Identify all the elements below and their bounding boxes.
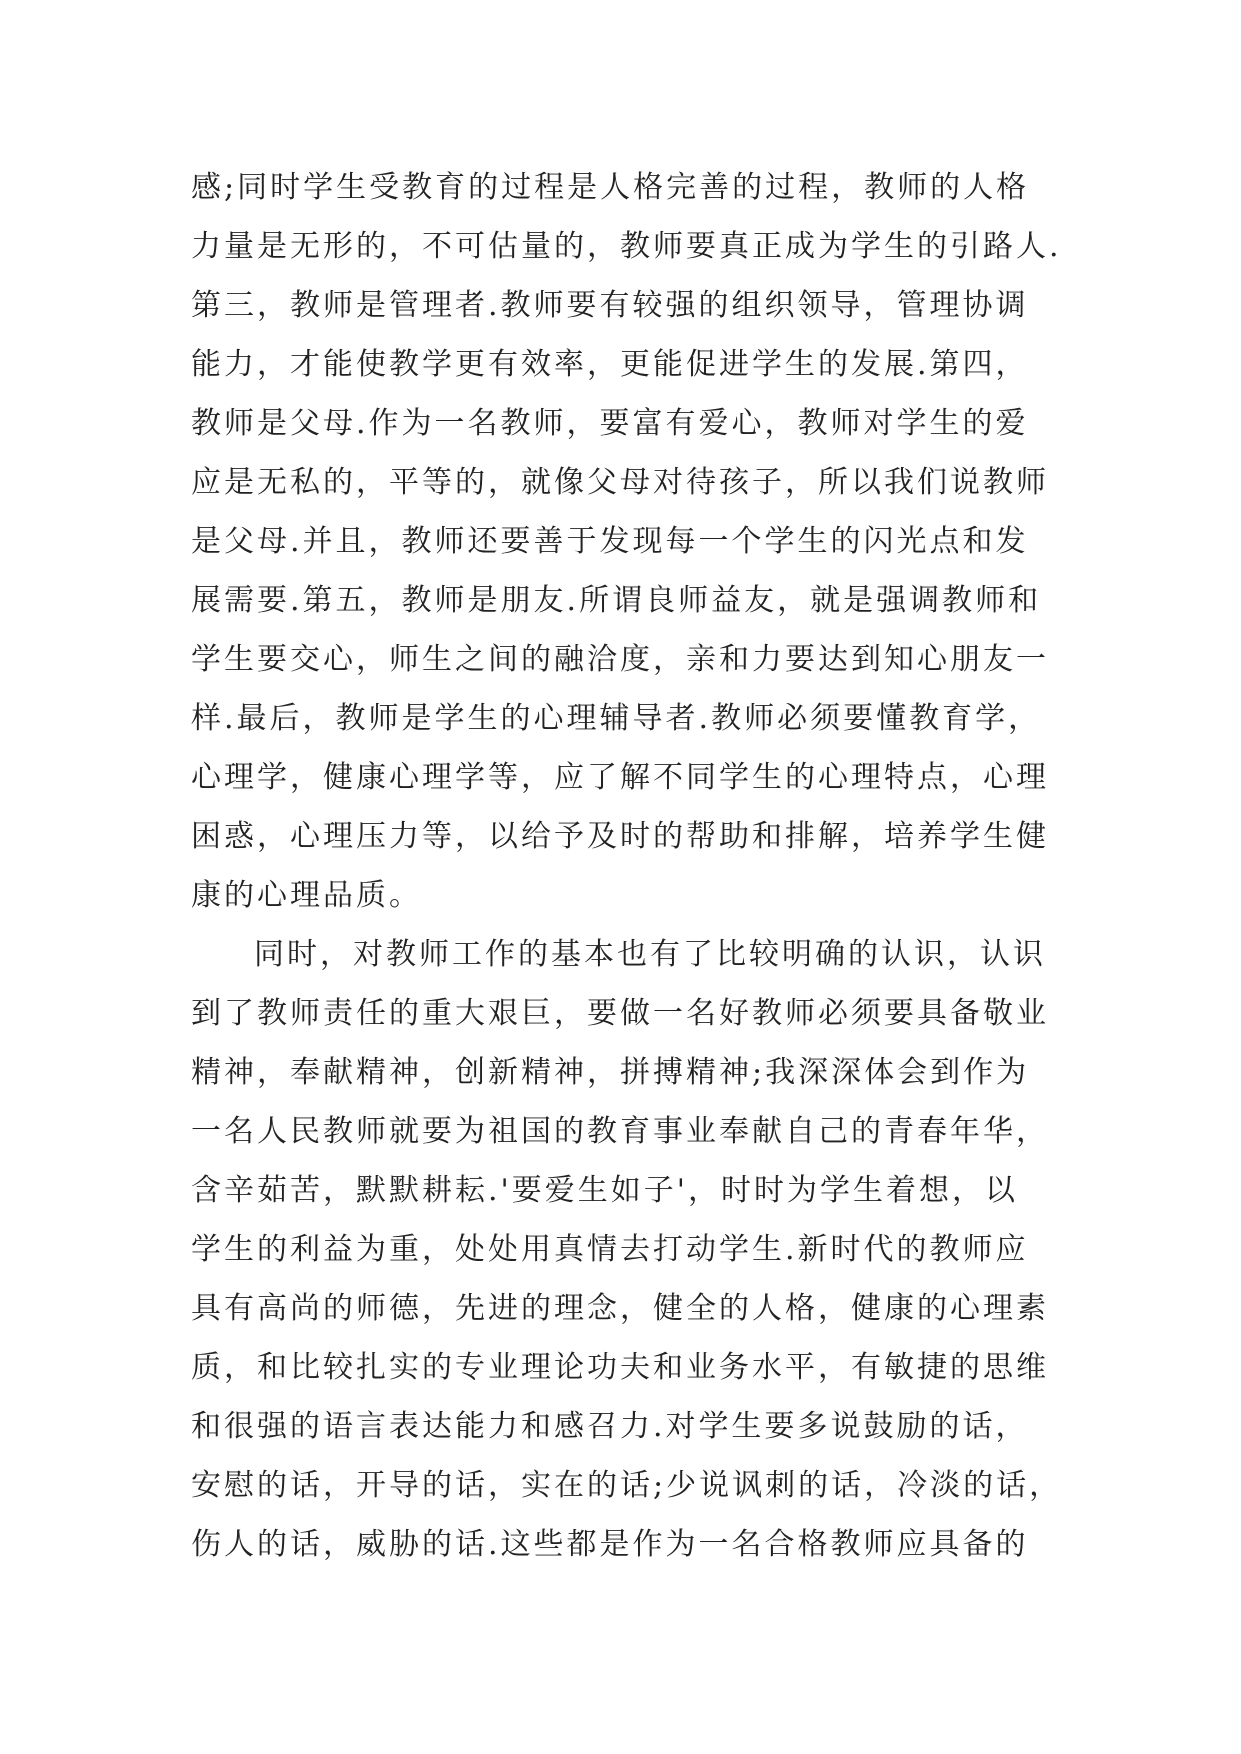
text-line: 能力，才能使教学更有效率，更能促进学生的发展.第四， bbox=[191, 347, 1029, 382]
paragraph-1 bbox=[191, 158, 1062, 925]
document-body bbox=[191, 158, 1063, 1574]
text-line: 困惑，心理压力等，以给予及时的帮助和排解，培养学生健 bbox=[191, 819, 1049, 854]
paragraph-2 bbox=[191, 925, 1063, 1574]
text-line: 具有高尚的师德，先进的理念，健全的人格，健康的心理素 bbox=[191, 1291, 1049, 1326]
text-line: 展需要.第五，教师是朋友.所谓良师益友，就是强调教师和 bbox=[191, 583, 1042, 618]
text-line: 到了教师责任的重大艰巨，要做一名好教师必须要具备敬业 bbox=[191, 996, 1049, 1031]
text-line: 力量是无形的，不可估量的，教师要真正成为学生的引路人. bbox=[191, 229, 1062, 264]
text-line: 康的心理品质。 bbox=[191, 878, 422, 913]
text-line: 同时，对教师工作的基本也有了比较明确的认识，认识 bbox=[254, 937, 1046, 972]
text-line: 是父母.并且，教师还要善于发现每一个学生的闪光点和发 bbox=[191, 524, 1029, 559]
text-line: 安慰的话，开导的话，实在的话;少说讽刺的话，冷淡的话， bbox=[191, 1468, 1063, 1503]
text-line: 精神，奉献精神，创新精神，拼搏精神;我深深体会到作为 bbox=[191, 1055, 1030, 1090]
text-line: 和很强的语言表达能力和感召力.对学生要多说鼓励的话， bbox=[191, 1409, 1029, 1444]
text-line: 一名人民教师就要为祖国的教育事业奉献自己的青春年华， bbox=[191, 1114, 1049, 1149]
text-line: 教师是父母.作为一名教师，要富有爱心，教师对学生的爱 bbox=[191, 406, 1029, 441]
text-line: 学生的利益为重，处处用真情去打动学生.新时代的教师应 bbox=[191, 1232, 1029, 1267]
text-line: 含辛茹苦，默默耕耘.'要爱生如子'，时时为学生着想，以 bbox=[191, 1173, 1019, 1208]
text-line: 心理学，健康心理学等，应了解不同学生的心理特点，心理 bbox=[191, 760, 1049, 795]
text-line: 第三，教师是管理者.教师要有较强的组织领导，管理协调 bbox=[191, 288, 1029, 323]
text-line: 学生要交心，师生之间的融洽度，亲和力要达到知心朋友一 bbox=[191, 642, 1049, 677]
text-line: 质，和比较扎实的专业理论功夫和业务水平，有敏捷的思维 bbox=[191, 1350, 1049, 1385]
text-line: 伤人的话，威胁的话.这些都是作为一名合格教师应具备的 bbox=[191, 1527, 1029, 1562]
text-line: 感;同时学生受教育的过程是人格完善的过程，教师的人格 bbox=[191, 170, 1030, 205]
text-line: 样.最后，教师是学生的心理辅导者.教师必须要懂教育学， bbox=[191, 701, 1042, 736]
text-line: 应是无私的，平等的，就像父母对待孩子，所以我们说教师 bbox=[191, 465, 1049, 500]
